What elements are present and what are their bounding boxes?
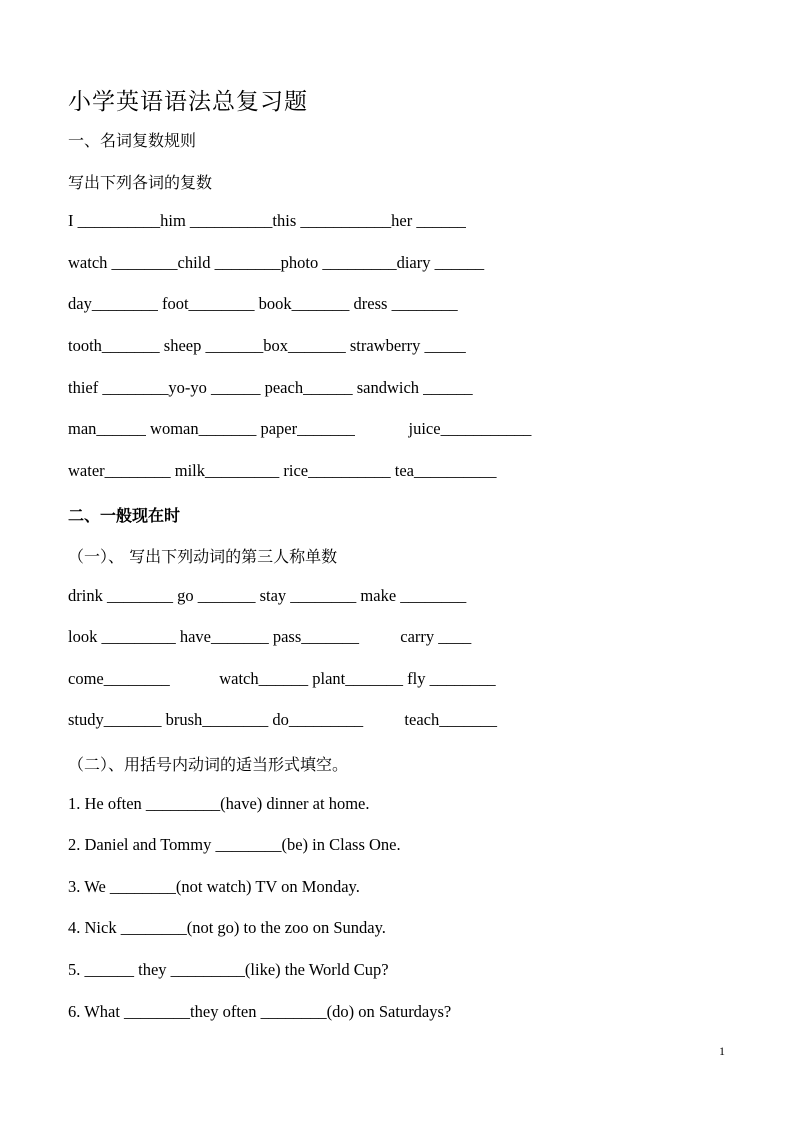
section1-instruction: 写出下列各词的复数 — [68, 173, 213, 192]
plural-exercise-line: man______ woman_______ paper_______ juice___________ — [68, 419, 532, 438]
fill-in-sentence: 1. He often _________(have) dinner at home. — [68, 794, 370, 813]
plural-exercise-line: thief ________yo-yo ______ peach______ sandwich ______ — [68, 378, 473, 397]
fill-in-sentence: 5. ______ they _________(like) the World Cup? — [68, 960, 389, 979]
plural-exercise-line: day________ foot________ book_______ dress ________ — [68, 294, 458, 313]
fill-in-sentence: 6. What ________they often ________(do) on Saturdays? — [68, 1002, 452, 1021]
third-person-exercise-line: drink ________ go _______ stay ________ make ________ — [68, 586, 467, 605]
plural-exercise-line: I __________him __________this ___________her ______ — [68, 211, 466, 230]
third-person-exercise-line: study_______ brush________ do_________ teach_______ — [68, 710, 497, 729]
section2-part1-heading: （一）、 写出下列动词的第三人称单数 — [68, 547, 338, 566]
plural-exercise-line: tooth_______ sheep _______box_______ strawberry _____ — [68, 336, 466, 355]
fill-in-sentence: 2. Daniel and Tommy ________(be) in Class One. — [68, 835, 401, 854]
section2-heading: 二、一般现在时 — [68, 506, 181, 525]
fill-in-sentence: 3. We ________(not watch) TV on Monday. — [68, 877, 360, 896]
plural-exercise-line: water________ milk_________ rice__________ tea__________ — [68, 461, 497, 480]
section1-heading: 一、名词复数规则 — [68, 131, 197, 150]
plural-exercise-line: watch ________child ________photo _________diary ______ — [68, 253, 485, 272]
page-number: 1 — [719, 1044, 725, 1058]
third-person-exercise-line: look _________ have_______ pass_______ carry ____ — [68, 627, 472, 646]
page-title: 小学英语语法总复习题 — [68, 89, 308, 115]
section2-part2-heading: （二）、用括号内动词的适当形式填空。 — [68, 755, 349, 774]
fill-in-sentence: 4. Nick ________(not go) to the zoo on Sunday. — [68, 918, 386, 937]
third-person-exercise-line: come________ watch______ plant_______ fly ________ — [68, 669, 496, 688]
